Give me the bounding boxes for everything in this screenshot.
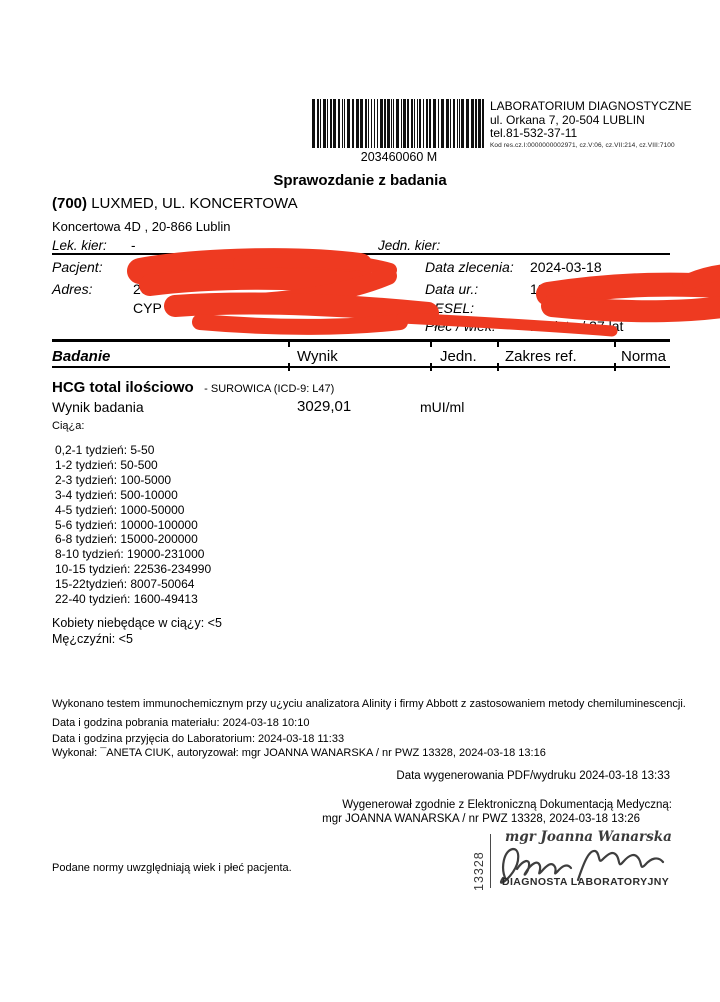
lab-registry-code: Kod res.cz.I:0000000002971, cz.V:06, cz.VII:214, cz.VIII:7100 xyxy=(490,142,675,149)
pesel-label: PESEL: xyxy=(425,300,475,316)
column-tick xyxy=(614,363,616,371)
reference-ranges-list xyxy=(55,443,211,607)
result-unit: mUI/ml xyxy=(420,399,465,415)
client-name: LUXMED, UL. KONCERTOWA xyxy=(87,195,298,212)
sex-age-value: Kobieta / 37 lat xyxy=(530,318,624,334)
collection-datetime: Data i godzina pobrania materiału: 2024-03-18 10:10 xyxy=(52,717,310,729)
column-tick xyxy=(288,363,290,371)
report-title: Sprawozdanie z badania xyxy=(273,172,447,189)
performed-authorized: Wykonał: ¯ANETA CIUK, autoryzował: mgr JOANNA WANARSKA / nr PWZ 13328, 2024-03-18 13:16 xyxy=(52,747,546,759)
divider xyxy=(52,339,670,342)
jedn-kier-label: Jedn. kier: xyxy=(378,238,441,253)
pesel-fragment-a: 8604 xyxy=(545,302,577,318)
col-header-norma: Norma xyxy=(621,348,667,365)
range-line: 3-4 tydzień: 500-10000 xyxy=(55,487,178,502)
pregnancy-label: Cią¿a: xyxy=(52,420,85,432)
divider xyxy=(52,253,670,255)
range-line: 0,2-1 tydzień: 5-50 xyxy=(55,443,155,457)
range-line: 5-6 tydzień: 10000-100000 xyxy=(55,517,198,532)
col-header-wynik: Wynik xyxy=(297,348,338,365)
order-date-label: Data zlecenia: xyxy=(425,259,514,275)
nonpregnant-range: Kobiety niebędące w cią¿y: <5 xyxy=(52,616,222,630)
client-address: Koncertowa 4D , 20-866 Lublin xyxy=(52,219,231,234)
column-tick xyxy=(497,339,499,347)
client-line xyxy=(52,195,298,212)
order-date-value: 2024-03-18 xyxy=(530,259,602,275)
col-header-jedn: Jedn. xyxy=(440,348,477,365)
address-fragment-1: 20 xyxy=(133,281,149,297)
address-fragment-2b: OWA 4 xyxy=(198,300,242,316)
range-line: 8-10 tydzień: 19000-231000 xyxy=(55,547,205,562)
client-code: (700) xyxy=(52,195,88,212)
method-note: Wykonano testem immunochemicznym przy u¿yciu analizatora Alinity i firmy Abbott z zastosowaniem metody chemiluminescencji. xyxy=(52,698,686,710)
result-value: 3029,01 xyxy=(297,398,352,415)
range-line: 6-8 tydzień: 15000-200000 xyxy=(55,532,198,547)
birth-date-label: Data ur.: xyxy=(425,281,479,297)
range-line: 22-40 tydzień: 1600-49413 xyxy=(55,592,198,607)
address-fragment-2a: CYP xyxy=(133,300,162,316)
barcode-number: 203460060 M xyxy=(360,150,438,164)
range-line: 4-5 tydzień: 1000-50000 xyxy=(55,502,185,517)
lab-name: LABORATORIUM DIAGNOSTYCZNE xyxy=(490,99,692,113)
range-line: 10-15 tydzień: 22536-234990 xyxy=(55,562,212,577)
barcode-icon xyxy=(310,99,488,148)
test-material: - SUROWICA (ICD-9: L47) xyxy=(204,383,335,395)
norms-note: Podane normy uwzględniają wiek i płeć pacjenta. xyxy=(52,862,292,874)
column-tick xyxy=(614,339,616,347)
stamp-number-line xyxy=(490,834,491,888)
col-header-badanie: Badanie xyxy=(52,348,111,365)
men-range: Mę¿czyźni: <5 xyxy=(52,632,133,646)
range-line: 1-2 tydzień: 50-500 xyxy=(55,457,158,472)
result-row-label: Wynik badania xyxy=(52,399,144,415)
lek-kier-label: Lek. kier: xyxy=(52,238,107,253)
edm-line1: Wygenerował zgodnie z Elektroniczną Dokumentacją Medyczną: xyxy=(342,799,672,811)
address-label: Adres: xyxy=(52,281,93,297)
pdf-generated-datetime: Data wygenerowania PDF/wydruku 2024-03-18 13:33 xyxy=(396,770,670,782)
birth-date-fragment: 1986-04-1 xyxy=(530,281,594,297)
patient-name-fragment: A xyxy=(249,259,260,275)
divider xyxy=(52,366,670,368)
edm-line2: mgr JOANNA WANARSKA / nr PWZ 13328, 2024-03-18 13:26 xyxy=(322,813,640,825)
test-title-row xyxy=(52,379,334,397)
pesel-fragment-b: 969 xyxy=(642,302,666,318)
range-line: 15-22tydzień: 8007-50064 xyxy=(55,577,195,592)
patient-label: Pacjent: xyxy=(52,259,103,275)
col-header-zakres: Zakres ref. xyxy=(505,348,577,365)
range-line: 2-3 tydzień: 100-5000 xyxy=(55,472,172,487)
sex-age-label: Płeć / wiek: xyxy=(425,318,496,334)
column-tick xyxy=(497,363,499,371)
test-name: HCG total ilościowo xyxy=(52,379,194,396)
lab-phone: tel.81-532-37-11 xyxy=(490,126,578,140)
stamp-name: mgr Joanna Wanarska xyxy=(505,829,672,845)
column-tick xyxy=(288,339,290,347)
received-datetime: Data i godzina przyjęcia do Laboratorium: 2024-03-18 11:33 xyxy=(52,733,345,745)
lek-kier-value: - xyxy=(131,238,136,253)
stamp-license-number: 13328 xyxy=(472,851,486,891)
column-tick xyxy=(430,363,432,371)
lab-address: ul. Orkana 7, 20-504 LUBLIN xyxy=(490,113,645,127)
stamp-role: DIAGNOSTA LABORATORYJNY xyxy=(502,876,670,888)
column-tick xyxy=(430,339,432,347)
